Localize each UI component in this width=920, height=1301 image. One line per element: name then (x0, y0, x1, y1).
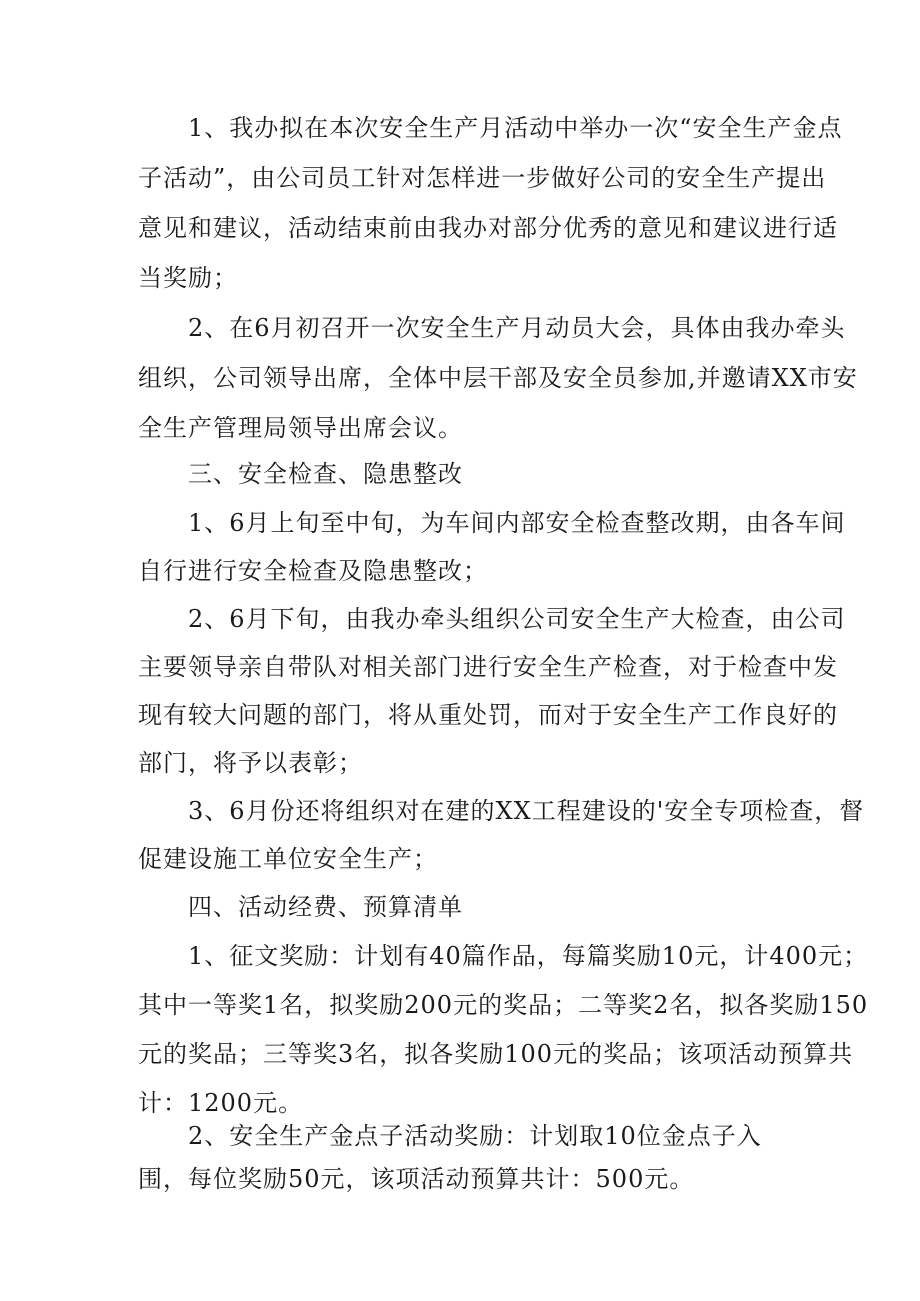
text-line: 现有较大问题的部门，将从重处罚，而对于安全生产工作良好的 (138, 701, 838, 729)
text-line: 自行进行安全检查及隐患整改； (138, 557, 488, 585)
text-line: 1、征文奖励：计划有40篇作品，每篇奖励10元，计400元； (188, 942, 869, 970)
text-line: 2、6月下旬，由我办牵头组织公司安全生产大检查，由公司 (188, 605, 846, 633)
text-line: 子活动”，由公司员工针对怎样进一步做好公司的安全生产提出 (138, 164, 827, 192)
text-line: 组织，公司领导出席，全体中层干部及安全员参加,并邀请XX市安 (138, 364, 858, 392)
section-heading: 四、活动经费、预算清单 (188, 893, 463, 921)
text-line: 其中一等奖1名，拟奖励200元的奖品；二等奖2名，拟各奖励150 (138, 991, 869, 1019)
text-line: 主要领导亲自带队对相关部门进行安全生产检查，对于检查中发 (138, 653, 838, 681)
section-heading: 三、安全检查、隐患整改 (188, 460, 463, 488)
text-line: 2、在6月初召开一次安全生产月动员大会，具体由我办牵头 (188, 314, 846, 342)
text-line: 促建设施工单位安全生产； (138, 845, 438, 873)
text-line: 元的奖品；三等奖3名，拟各奖励100元的奖品；该项活动预算共 (138, 1040, 854, 1068)
text-line: 3、6月份还将组织对在建的XX工程建设的'安全专项检查，督 (188, 797, 865, 825)
text-line: 2、安全生产金点子活动奖励：计划取10位金点子入 (188, 1122, 762, 1150)
text-line: 全生产管理局领导出席会议。 (138, 414, 463, 442)
text-line: 部门，将予以表彰； (138, 749, 363, 777)
text-line: 意见和建议，活动结束前由我办对部分优秀的意见和建议进行适 (138, 214, 838, 242)
text-line: 1、我办拟在本次安全生产月活动中举办一次“安全生产金点 (188, 114, 843, 142)
text-line: 1、6月上旬至中旬，为车间内部安全检查整改期，由各车间 (188, 509, 846, 537)
text-line: 围，每位奖励50元，该项活动预算共计：500元。 (138, 1165, 695, 1193)
text-line: 计：1200元。 (138, 1089, 304, 1117)
text-line: 当奖励； (138, 264, 238, 292)
